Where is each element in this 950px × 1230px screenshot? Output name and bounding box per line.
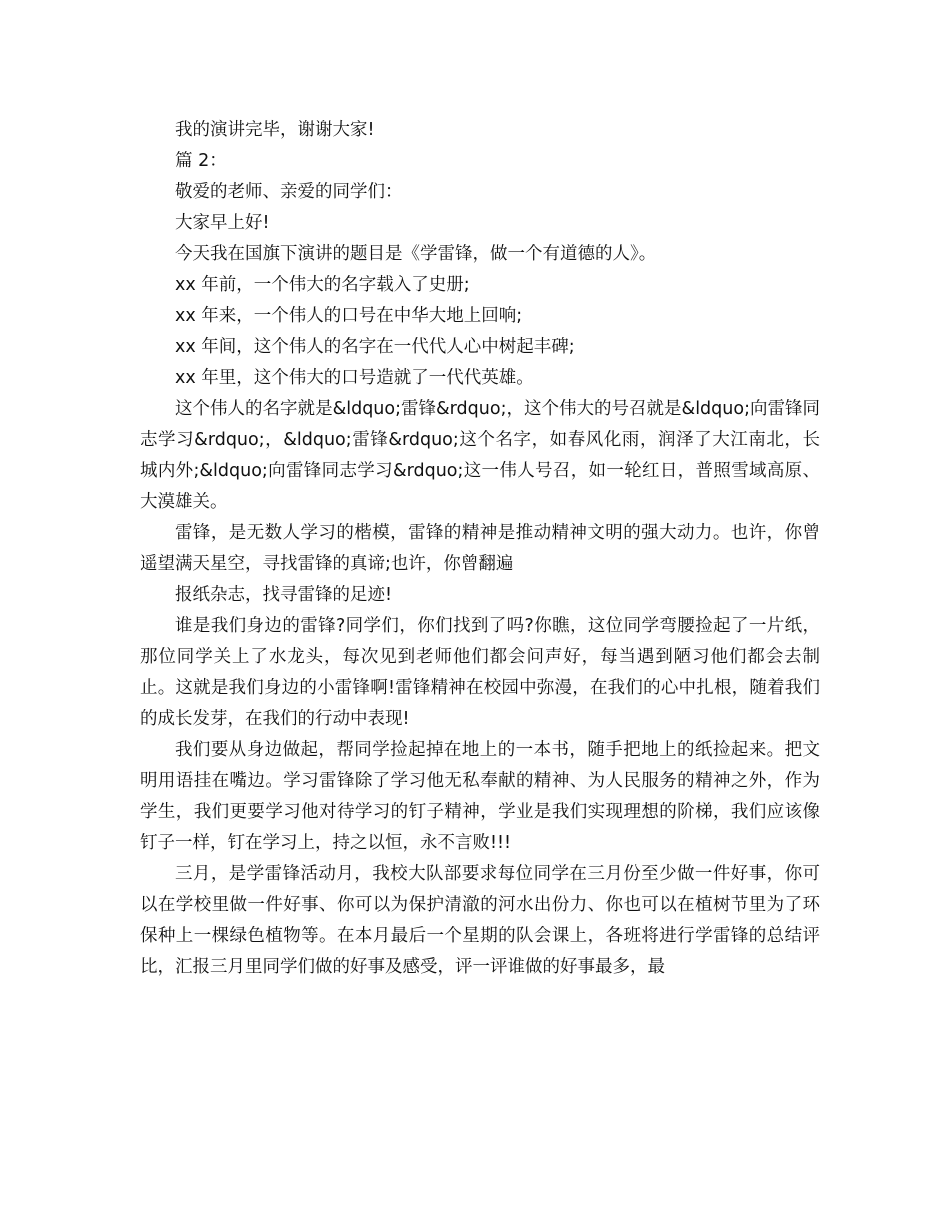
greeting: 大家早上好! bbox=[175, 213, 270, 233]
section-heading: 篇 2： bbox=[175, 151, 227, 171]
closing-line: 我的演讲完毕，谢谢大家! bbox=[175, 120, 375, 140]
text-line: xx 年前，一个伟大的名字载入了史册; bbox=[175, 275, 470, 295]
text-line: xx 年里，这个伟大的口号造就了一代代英雄。 bbox=[175, 368, 534, 388]
body-paragraph: 我们要从身边做起，帮同学捡起掉在地上的一本书，随手把地上的纸捡起来。把文明用语挂在嘴边。学习雷锋除了学习他无私奉献的精神、为人民服务的精神之外，作为学生，我们更要学习他对待学习的钉子精神，学业是我们实现理想的阶梯，我们应该像钉子一样，钉在学习上，持之以恒，永不言败!!! bbox=[140, 740, 820, 853]
document-body bbox=[140, 115, 820, 983]
text-line: xx 年来，一个伟人的口号在中华大地上回响; bbox=[175, 306, 523, 326]
body-paragraph: 这个伟人的名字就是&ldquo;雷锋&rdquo;，这个伟大的号召就是&ldquo;向雷锋同志学习&rdquo;，&ldquo;雷锋&rdquo;这个名字，如春风化雨，润泽了大江南北，长城内外;&ldquo;向雷锋同志学习&rdquo;这一伟人号召，如一轮红日，普照雪域高原、大漠雄关。 bbox=[140, 399, 820, 512]
body-paragraph: 雷锋，是无数人学习的楷模，雷锋的精神是推动精神文明的强大动力。也许，你曾遥望满天星空，寻找雷锋的真谛;也许，你曾翻遍 bbox=[140, 523, 820, 574]
body-paragraph: 三月，是学雷锋活动月，我校大队部要求每位同学在三月份至少做一件好事，你可以在学校里做一件好事、你可以为保护清澈的河水出份力、你也可以在植树节里为了环保种上一棵绿色植物等。在本月最后一个星期的队会课上，各班将进行学雷锋的总结评比，汇报三月里同学们做的好事及感受，评一评谁做的好事最多，最 bbox=[140, 864, 820, 977]
salutation: 敬爱的老师、亲爱的同学们： bbox=[175, 182, 403, 202]
text-line: xx 年间，这个伟人的名字在一代代人心中树起丰碑; bbox=[175, 337, 575, 357]
speech-topic: 今天我在国旗下演讲的题目是《学雷锋，做一个有道德的人》。 bbox=[175, 244, 657, 264]
body-paragraph: 报纸杂志，找寻雷锋的足迹! bbox=[175, 585, 393, 605]
body-paragraph: 谁是我们身边的雷锋?同学们，你们找到了吗?你瞧，这位同学弯腰捡起了一片纸，那位同学关上了水龙头，每次见到老师他们都会问声好，每当遇到陋习他们都会去制止。这就是我们身边的小雷锋啊!雷锋精神在校园中弥漫，在我们的心中扎根，随着我们的成长发芽，在我们的行动中表现! bbox=[140, 616, 820, 729]
